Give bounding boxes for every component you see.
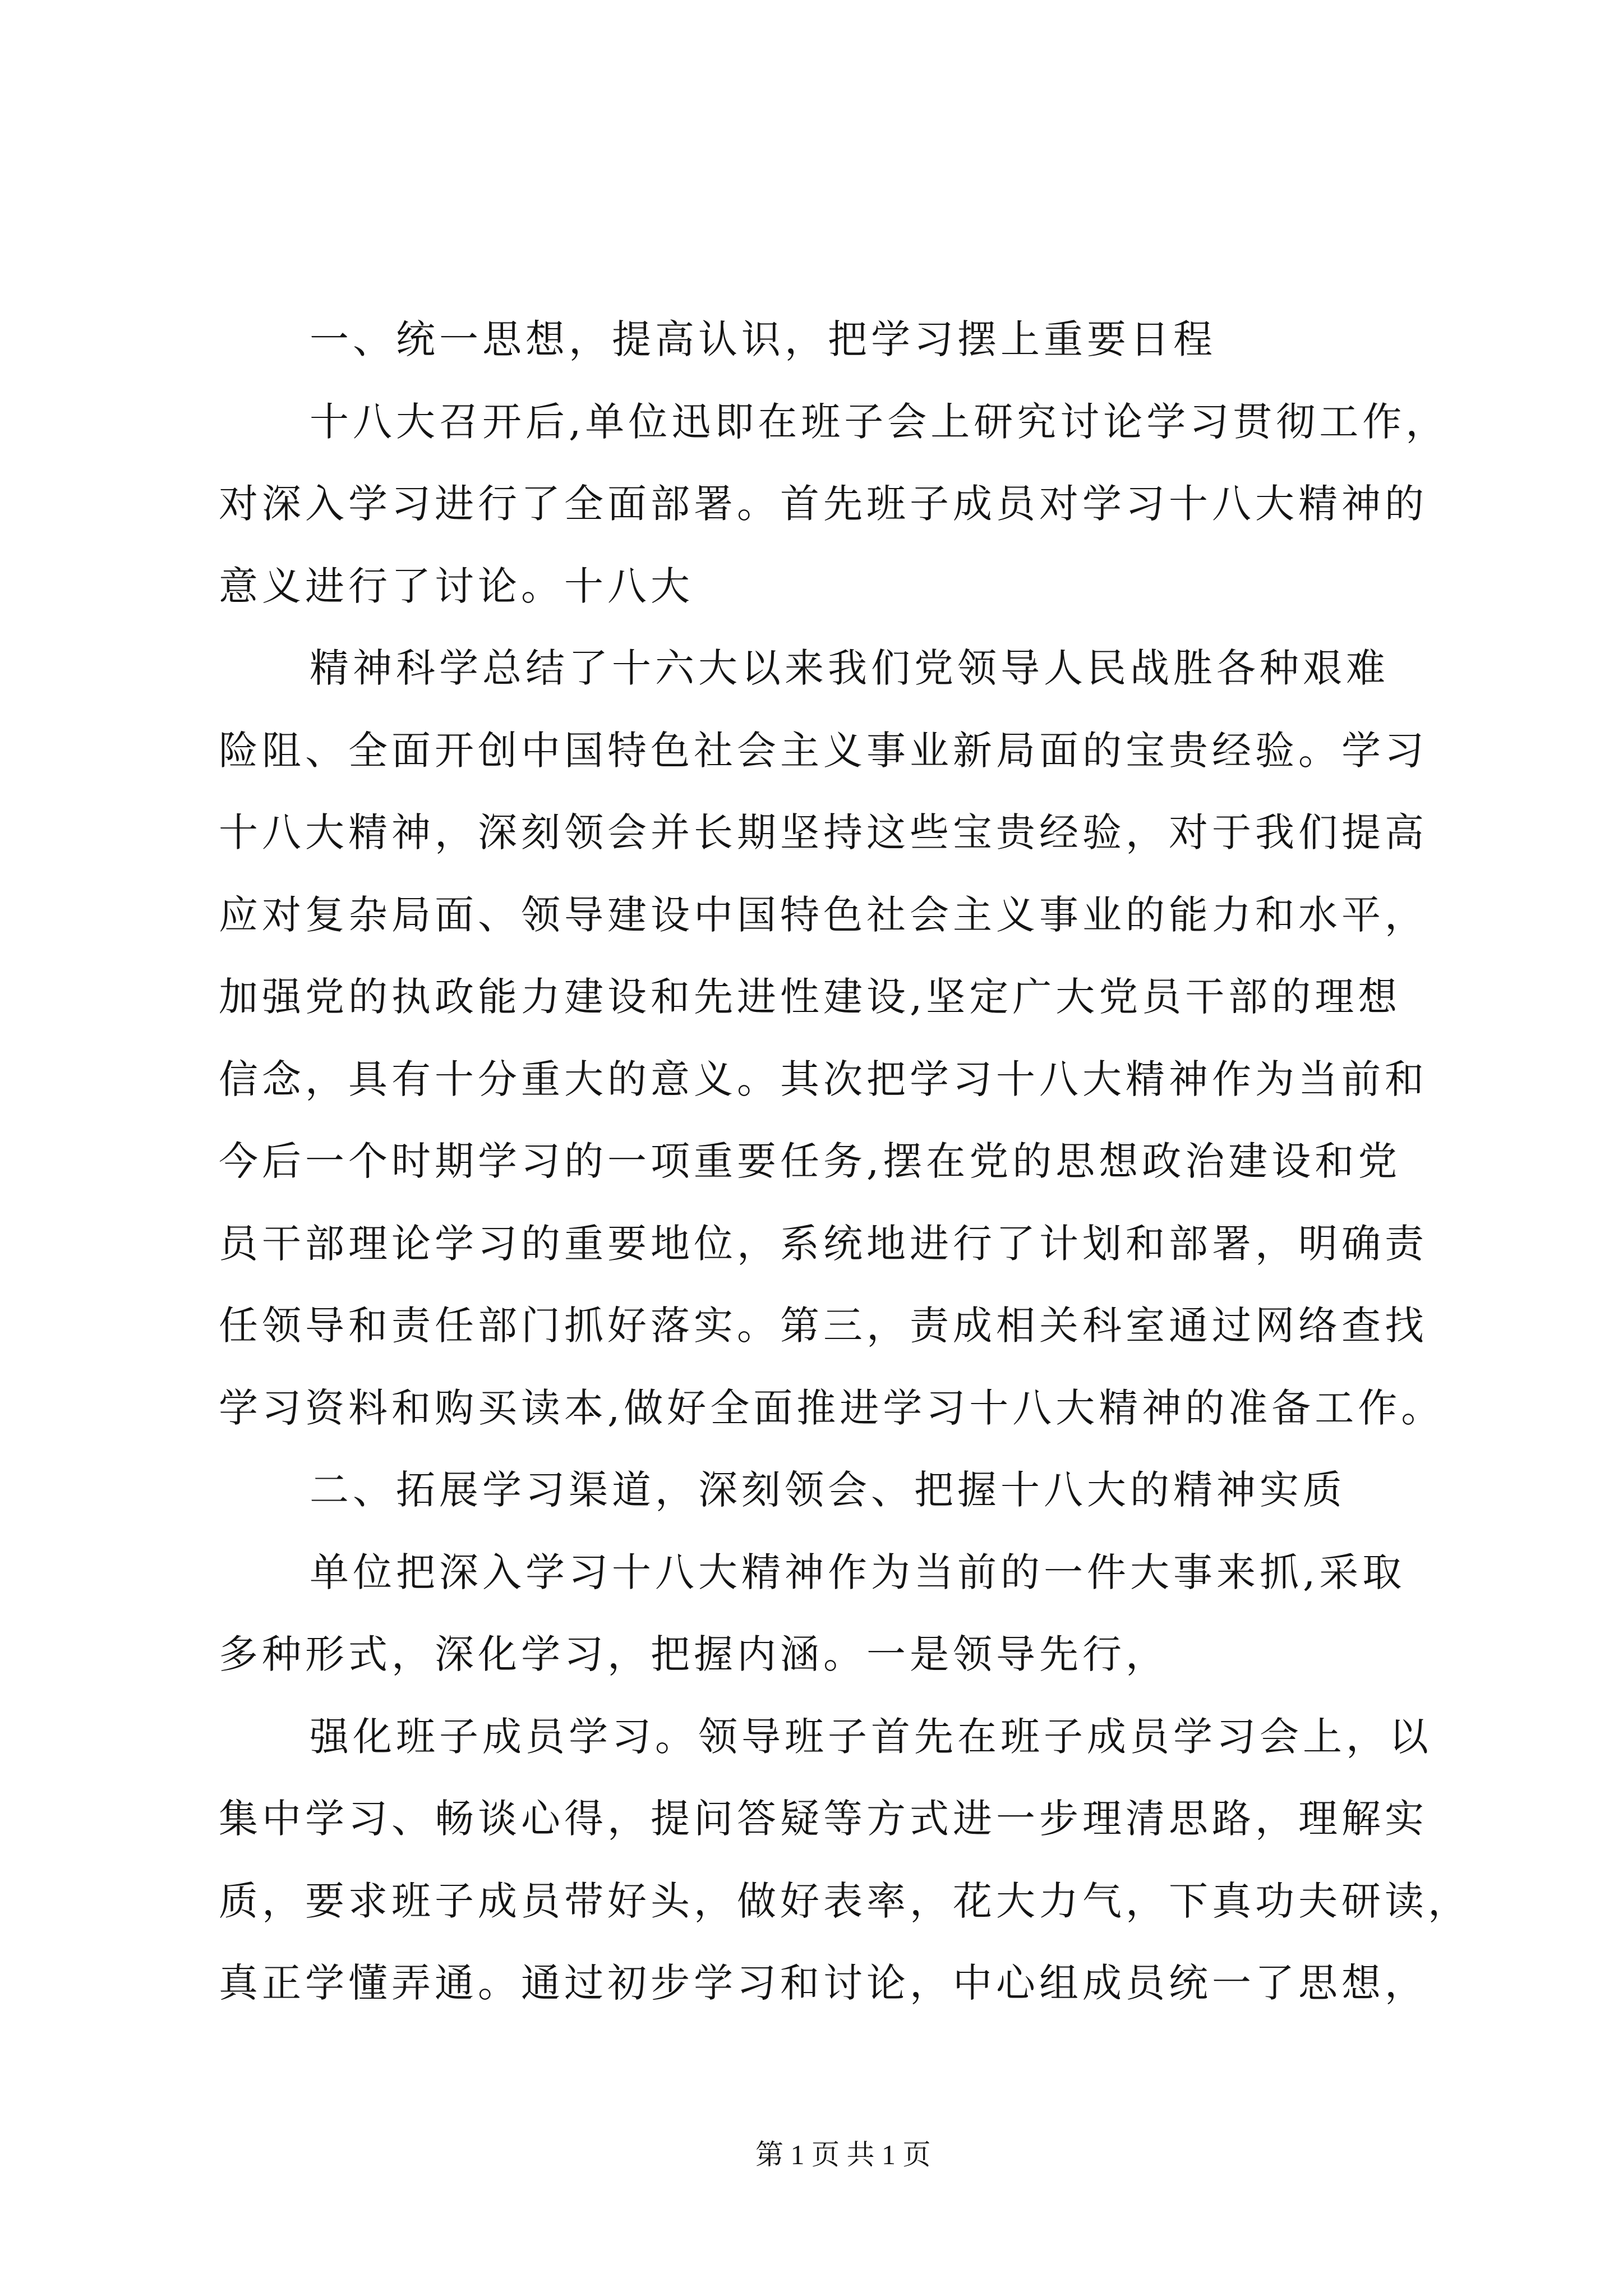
paragraph-line: 应对复杂局面、领导建设中国特色社会主义事业的能力和水平， [219, 891, 1428, 938]
paragraph-line: 信念，具有十分重大的意义。其次把学习十八大精神作为当前和 [219, 1056, 1428, 1102]
paragraph-line: 意义进行了讨论。十八大 [219, 563, 694, 609]
heading-line: 二、拓展学习渠道，深刻领会、把握十八大的精神实质 [310, 1467, 1346, 1513]
paragraph-4 [219, 1696, 1486, 2024]
paragraph-line: 加强党的执政能力建设和先进性建设,坚定广大党员干部的理想 [219, 974, 1401, 1020]
paragraph-line: 对深入学习进行了全面部署。首先班子成员对学习十八大精神的 [219, 481, 1428, 527]
paragraph-line: 精神科学总结了十六大以来我们党领导人民战胜各种艰难 [310, 645, 1389, 691]
paragraph-line: 十八大精神，深刻领会并长期坚持这些宝贵经验，对于我们提高 [219, 809, 1428, 855]
paragraph-line: 十八大召开后,单位迅即在班子会上研究讨论学习贯彻工作， [310, 398, 1449, 445]
paragraph-line: 单位把深入学习十八大精神作为当前的一件大事来抓,采取 [310, 1549, 1406, 1595]
paragraph-line: 强化班子成员学习。领导班子首先在班子成员学习会上，以 [310, 1713, 1432, 1760]
paragraph-3 [219, 1531, 1486, 1696]
paragraph-line: 员干部理论学习的重要地位，系统地进行了计划和部署，明确责 [219, 1220, 1428, 1267]
paragraph-line: 险阻、全面开创中国特色社会主义事业新局面的宝贵经验。学习 [219, 727, 1428, 774]
paragraph-line: 真正学懂弄通。通过初步学习和讨论，中心组成员统一了思想， [219, 1960, 1428, 2006]
document-body [219, 298, 1486, 2024]
paragraph-line: 今后一个时期学习的一项重要任务,摆在党的思想政治建设和党 [219, 1138, 1401, 1184]
paragraph-line: 集中学习、畅谈心得，提问答疑等方式进一步理清思路，理解实 [219, 1796, 1428, 1842]
paragraph-line: 多种形式，深化学习，把握内涵。一是领导先行， [219, 1631, 1169, 1677]
paragraph-line: 学习资料和购买读本,做好全面推进学习十八大精神的准备工作。 [219, 1384, 1445, 1431]
paragraph-2 [219, 627, 1486, 1449]
paragraph-line: 任领导和责任部门抓好落实。第三，责成相关科室通过网络查找 [219, 1303, 1428, 1349]
paragraph-1 [219, 381, 1486, 628]
section-heading-1 [219, 298, 1486, 381]
page-footer: 第 1 页 共 1 页 [755, 2139, 931, 2170]
paragraph-line: 质，要求班子成员带好头，做好表率，花大力气，下真功夫研读， [219, 1878, 1471, 1924]
heading-line: 一、统一思想，提高认识，把学习摆上重要日程 [310, 316, 1216, 362]
section-heading-2 [219, 1449, 1486, 1531]
